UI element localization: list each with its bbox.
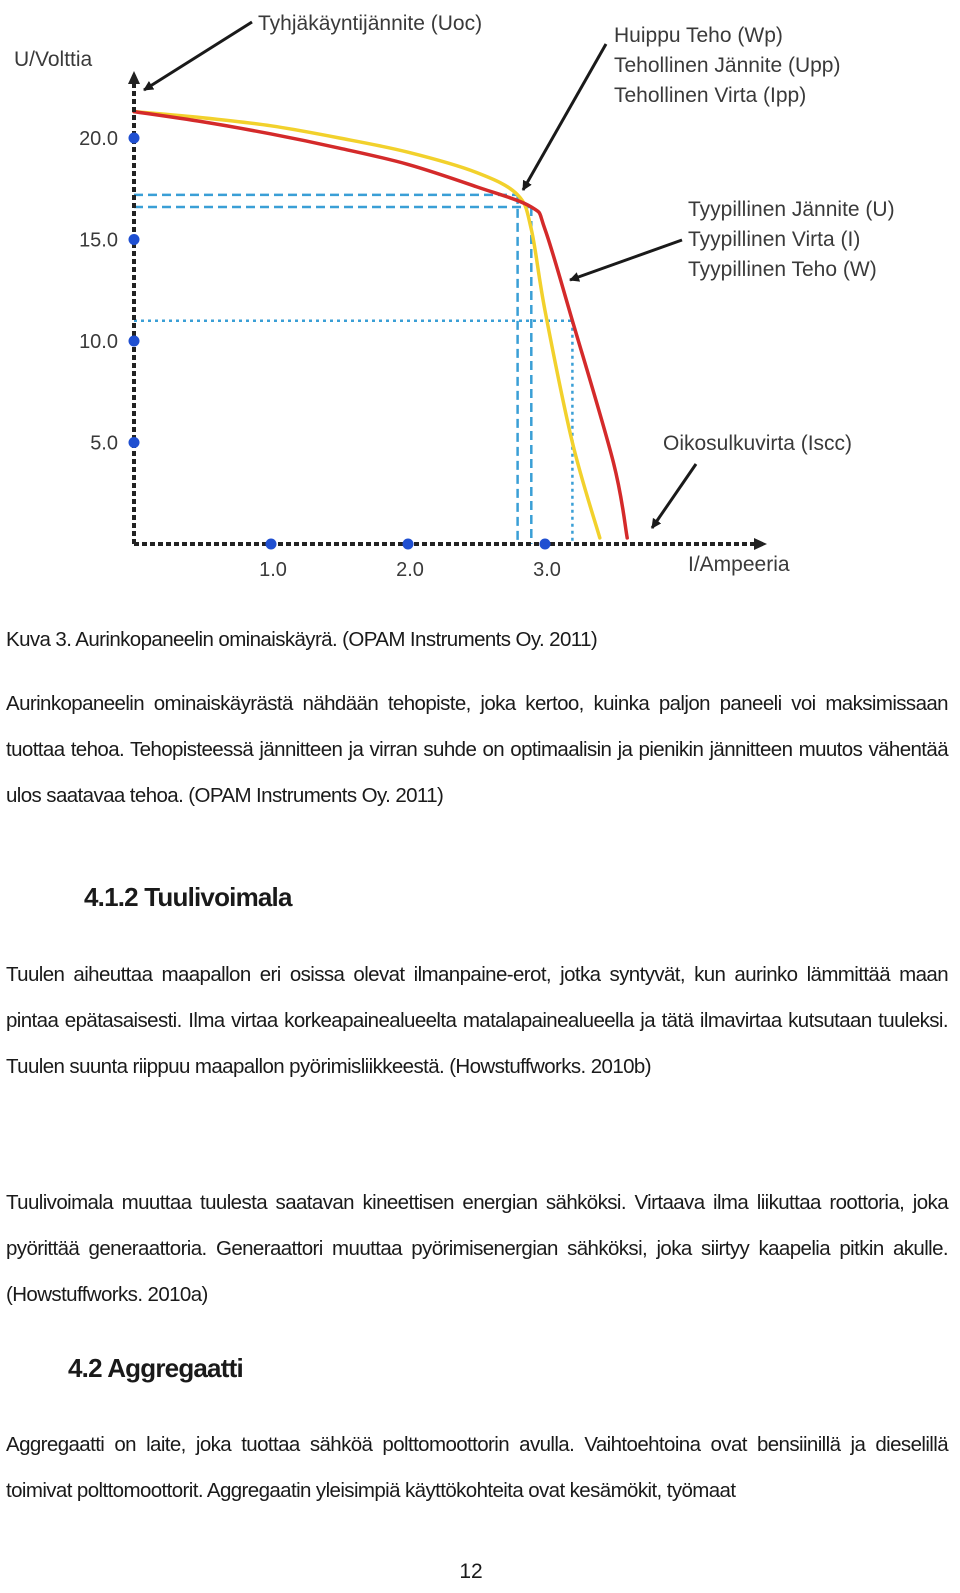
x-tick-dot [540, 539, 551, 550]
y-axis-label: U/Volttia [14, 48, 93, 71]
x-axis-label: I/Ampeeria [688, 553, 790, 576]
x-tick-dot [266, 539, 277, 550]
iv-curve-figure [0, 0, 960, 600]
x-tick-label: 2.0 [396, 559, 424, 581]
section-heading-4-1-2: 4.1.2 Tuulivoimala [84, 882, 292, 912]
paragraph-1: Aurinkopaneelin ominaiskäyrästä nähdään tehopiste, joka kertoo, kuinka paljon paneeli voi maksimissaan tuottaa tehoa. Tehopisteessä jännitteen ja virran suhde on optimaalisin ja pienikin jännitteen muutos vähentää ulos saatavaa tehoa. (OPAM Instruments Oy. 2011) [6, 692, 948, 807]
peak-label-1: Huippu Teho (Wp) [614, 24, 783, 47]
peak-label-2: Tehollinen Jännite (Upp) [614, 54, 841, 77]
uoc-arrow [144, 22, 252, 90]
y-tick-dot [129, 133, 140, 144]
iscc-arrow [652, 464, 696, 528]
x-tick-label: 1.0 [259, 559, 287, 581]
paragraph-4: Aggregaatti on laite, joka tuottaa sähköä polttomoottorin avulla. Vaihtoehtoina ovat bensiinillä ja dieselillä toimivat polttomoottorit. Aggregaatin yleisimpiä käyttökohteita ovat kesämökit, työmaat [6, 1433, 948, 1502]
typical-label-3: Tyypillinen Teho (W) [688, 258, 877, 281]
annotations [14, 12, 895, 576]
y-tick-dot [129, 234, 140, 245]
y-tick-label: 10.0 [79, 331, 118, 353]
y-tick-dot [129, 437, 140, 448]
x-tick-label: 3.0 [533, 559, 561, 581]
typical-label-2: Tyypillinen Virta (I) [688, 228, 861, 251]
red-curve [134, 112, 627, 538]
y-tick-label: 5.0 [90, 432, 118, 455]
peak-arrow [523, 44, 606, 190]
y-tick-dot [129, 336, 140, 347]
section-heading-4-2: 4.2 Aggregaatti [68, 1353, 243, 1383]
figure-caption: Kuva 3. Aurinkopaneelin ominaiskäyrä. (OPAM Instruments Oy. 2011) [6, 628, 598, 651]
uoc-label: Tyhjäkäyntijännite (Uoc) [258, 12, 483, 35]
iscc-label: Oikosulkuvirta (Iscc) [663, 432, 853, 455]
x-tick-dot [403, 539, 414, 550]
page-number: 12 [459, 1560, 483, 1583]
paragraph-2: Tuulen aiheuttaa maapallon eri osissa olevat ilmanpaine-erot, jotka syntyvät, kun aurinko lämmittää maan pintaa epätasaisesti. Ilma virtaa korkeapainealueelta matalapainealueella ja tätä ilmavirtaa kutsutaan tuuleksi. Tuulen suunta riippuu maapallon pyörimisliikkeestä. (Howstuffworks. 2010b) [6, 963, 948, 1078]
dashed-guide-lines [134, 195, 572, 544]
y-tick-label: 15.0 [79, 229, 118, 252]
typical-arrow [570, 240, 682, 280]
curves [134, 112, 627, 538]
axes [134, 72, 766, 544]
y-tick-label: 20.0 [79, 128, 118, 150]
typical-label-1: Tyypillinen Jännite (U) [688, 198, 895, 221]
peak-label-3: Tehollinen Virta (Ipp) [614, 84, 807, 107]
paragraph-3: Tuulivoimala muuttaa tuulesta saatavan kineettisen energian sähköksi. Virtaava ilma liikuttaa roottoria, joka pyörittää generaattoria. Generaattori muuttaa pyörimisenergian sähköksi, joka siirtyy kaapelia pitkin akulle. (Howstuffworks. 2010a) [6, 1191, 948, 1306]
